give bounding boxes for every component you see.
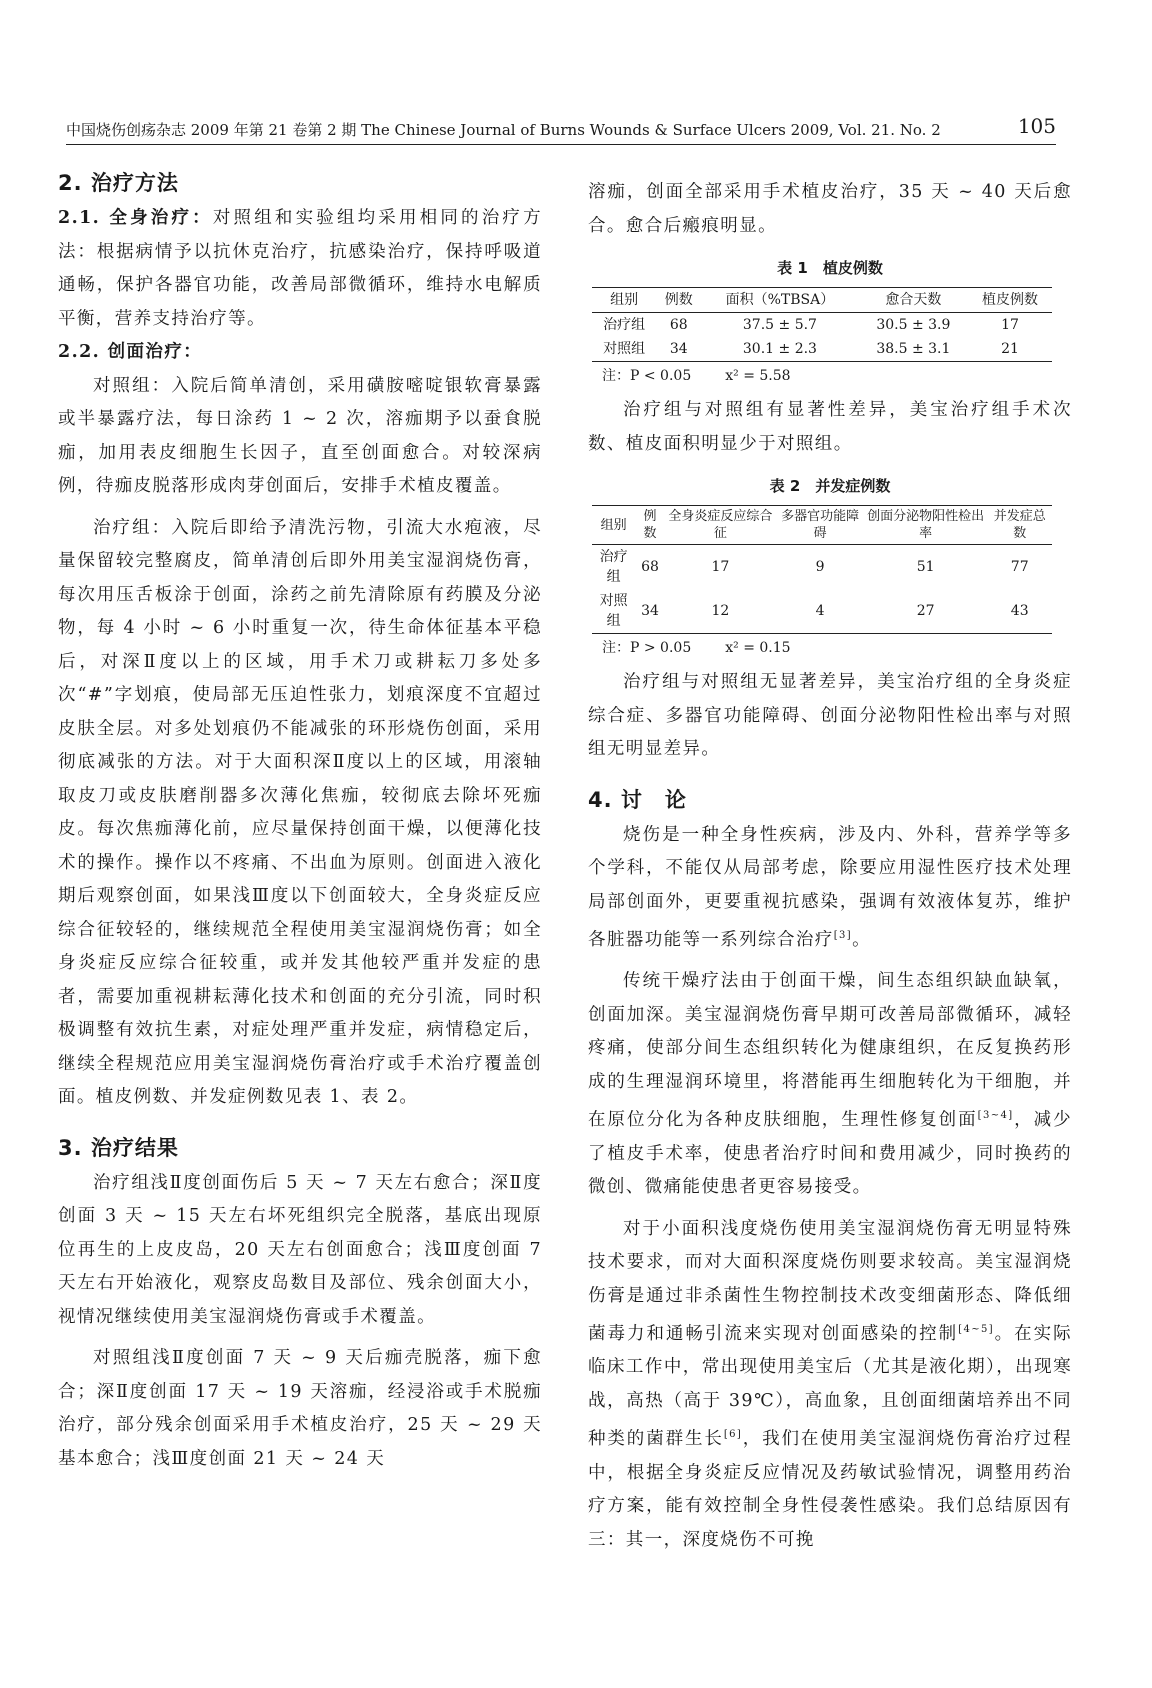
section-2-1-heading: 2.1. 全身治疗：	[58, 208, 213, 228]
page-number: 105	[1017, 114, 1056, 138]
table-2-header: 并发症总数	[993, 509, 1046, 541]
citation: [3]	[833, 930, 853, 941]
paragraph-discussion-2	[588, 965, 1072, 1204]
table-cell: 治疗组	[599, 549, 628, 585]
citation: [4~5]	[958, 1324, 995, 1336]
paragraph-treatment-group: 治疗组：入院后即给予清洗污物，引流大水疱液，尽量保留较完整腐皮，简单清创后即外用美宝湿润烧伤膏，每次用压舌板涂于创面，涂药之前先清除原有药膜及分泌物，每 4 小时 ~ 6 小时重复一次，待生命体征基本平稳后，对深Ⅱ度以上的区域，用手术刀或耕耘刀多处多次“#”字划痕，使局部无压迫性张力，划痕深度不宜超过皮肤全层。对多处划痕仍不能减张的环形烧伤创面，采用彻底减张的方法。对于大面积深Ⅱ度以上的区域，用滚轴取皮刀或皮肤磨削器多次薄化焦痂，较彻底去除坏死痂皮。每次焦痂薄化前，应尽量保持创面干燥，以便薄化技术的操作。操作以不疼痛、不出血为原则。创面进入液化期后观察创面，如果浅Ⅲ度以下创面较大，全身炎症反应综合征较轻的，继续规范全程使用美宝湿润烧伤膏；如全身炎症反应综合征较重，或并发其他较严重并发症的患者，需要加重视耕耘薄化技术和创面的充分引流，同时积极调整有效抗生素，对症处理严重并发症，病情稳定后，继续全程规范应用美宝湿润烧伤膏治疗或手术治疗覆盖创面。植皮例数、并发症例数见表 1、表 2。	[58, 517, 542, 1107]
table-2-header: 例数	[643, 509, 657, 541]
table-cell: 43	[1010, 603, 1029, 619]
table-row	[592, 313, 1052, 338]
table-cell: 34	[641, 603, 659, 619]
table-1-note-p: 注：P < 0.05	[602, 368, 692, 384]
table-cell: 37.5 ± 5.7	[742, 317, 817, 333]
section-2-2-heading: 2.2. 创面治疗：	[58, 342, 203, 362]
table-row	[592, 545, 1052, 590]
running-head: 中国烧伤创疡杂志 2009 年第 21 卷第 2 期 The Chinese Journal of Burns Wounds & Surface Ulcers 2009, Vol. 21. No. 2	[66, 121, 941, 139]
table-2-header: 创面分泌物阳性检出率	[867, 509, 985, 541]
table-2-header: 全身炎症反应综合征	[668, 509, 773, 541]
paragraph-control-group: 对照组：入院后简单清创，采用磺胺嘧啶银软膏暴露或半暴露疗法，每日涂药 1 ~ 2 次，溶痂期予以蚕食脱痂，加用表皮细胞生长因子，直至创面愈合。对较深病例，待痂皮脱落形成肉芽创面后，安排手术植皮覆盖。	[58, 375, 542, 496]
table-cell: 12	[711, 603, 730, 619]
table-cell: 30.1 ± 2.3	[742, 341, 817, 357]
table-1-caption: 表 1 植皮例数	[777, 259, 883, 277]
table-1-header: 面积（%TBSA）	[725, 292, 835, 308]
discussion-2-text-b: ，减少了植皮手术率，使患者治疗时间和费用减少，同时换药的微创、微痛能使患者更容易接受。	[588, 1110, 1073, 1198]
table-cell: 38.5 ± 3.1	[876, 341, 951, 357]
table-row	[592, 337, 1052, 362]
citation: [3~4]	[977, 1110, 1014, 1122]
table-cell: 4	[815, 603, 825, 619]
discussion-2-text-a: 传统干燥疗法由于创面干燥，间生态组织缺血缺氧，创面加深。美宝湿润烧伤膏早期可改善局部微循环，减轻疼痛，使部分间生态组织转化为健康组织，在反复换药形成的生理湿润环境里，将潜能再生细胞转化为干细胞，并在原位分化为各种皮肤细胞，生理性修复创面	[588, 971, 1072, 1131]
table-cell: 51	[916, 559, 935, 575]
table-cell: 77	[1010, 559, 1029, 575]
table-2-note-p: 注：P > 0.05	[602, 640, 692, 656]
table-cell: 27	[916, 603, 935, 619]
table-cell: 21	[1001, 341, 1019, 357]
table-cell: 68	[669, 317, 688, 333]
paragraph-results-treatment: 治疗组浅Ⅱ度创面伤后 5 天 ~ 7 天左右愈合；深Ⅱ度创面 3 天 ~ 15 天左右坏死组织完全脱落，基底出现原位再生的上皮皮岛，20 天左右创面愈合；浅Ⅲ度创面 7 天左右开始液化，观察皮岛数目及部位、残余创面大小，视情况继续使用美宝湿润烧伤膏或手术覆盖。	[58, 1172, 542, 1327]
paragraph-results-control: 对照组浅Ⅱ度创面 7 天 ~ 9 天后痂壳脱落，痂下愈合；深Ⅱ度创面 17 天 ~ 19 天溶痂，经浸浴或手术脱痂治疗，部分残余创面采用手术植皮治疗，25 天 ~ 29 天基本愈合；浅Ⅲ度创面 21 天 ~ 24 天	[58, 1348, 542, 1469]
table-2-caption: 表 2 并发症例数	[769, 477, 891, 495]
table-cell: 治疗组	[603, 317, 646, 333]
table-row	[592, 589, 1052, 634]
table-cell: 17	[711, 559, 730, 575]
table-1-note	[602, 364, 1072, 388]
discussion-3-text-c: ，我们在使用美宝湿润烧伤膏治疗过程中，根据全身炎症反应情况及药敏试验情况，调整用药治疗方案，能有效控制全身性侵袭性感染。我们总结原因有三：其一，深度烧伤不可挽	[588, 1429, 1072, 1550]
right-column	[588, 176, 1072, 1557]
table-2-header: 多器官功能障碍	[781, 509, 860, 541]
table-1-header: 植皮例数	[982, 292, 1038, 308]
table-cell: 对照组	[599, 593, 628, 629]
paragraph-continued: 溶痂，创面全部采用手术植皮治疗，35 天 ~ 40 天后愈合。愈合后瘢痕明显。	[588, 182, 1072, 236]
table-1-header: 例数	[664, 292, 693, 308]
table-cell: 17	[1001, 317, 1019, 333]
discussion-1-text: 烧伤是一种全身性疾病，涉及内、外科，营养学等多个学科，不能仅从局部考虑，除要应用湿性医疗技术处理局部创面外，更要重视抗感染，强调有效液体复苏，维护各脏器功能等一系列综合治疗	[588, 824, 1072, 950]
table-1-header: 组别	[610, 292, 639, 308]
running-header	[66, 114, 1056, 145]
table-1-note-x: x² = 5.58	[725, 368, 791, 384]
table-cell: 30.5 ± 3.9	[876, 317, 951, 333]
table-1-header: 愈合天数	[885, 292, 942, 308]
paragraph-table-1-result: 治疗组与对照组有显著性差异，美宝治疗组手术次数、植皮面积明显少于对照组。	[588, 400, 1072, 454]
section-4-title: 4. 讨 论	[588, 787, 687, 812]
table-cell: 68	[641, 559, 659, 575]
citation: [6]	[723, 1429, 743, 1441]
table-cell: 34	[669, 341, 688, 357]
table-cell: 9	[815, 559, 825, 575]
table-cell: 对照组	[603, 341, 646, 357]
paragraph-table-2-result: 治疗组与对照组无显著差异，美宝治疗组的全身炎症综合症、多器官功能障碍、创面分泌物阳性检出率与对照组无明显差异。	[588, 672, 1072, 759]
paragraph-discussion-1	[588, 819, 1072, 958]
table-2	[592, 505, 1052, 634]
discussion-3-text-a: 对于小面积浅度烧伤使用美宝湿润烧伤膏无明显特殊技术要求，而对大面积深度烧伤则要求较高。美宝湿润烧伤膏是通过非杀菌性生物控制技术改变细菌形态、降低细菌毒力和通畅引流来实现对创面感染的控制	[588, 1218, 1072, 1344]
discussion-1-end: 。	[852, 929, 871, 950]
table-2-header: 组别	[600, 517, 627, 533]
section-2-1-text: 对照组和实验组均采用相同的治疗方法：根据病情予以抗休克治疗，抗感染治疗，保持呼吸道通畅，保护各器官功能，改善局部微循环，维持水电解质平衡，营养支持治疗等。	[58, 208, 542, 329]
left-column	[58, 168, 542, 1476]
table-1	[592, 287, 1052, 362]
table-2-note	[602, 636, 1072, 660]
section-3-title: 3. 治疗结果	[58, 1135, 179, 1160]
discussion-3-text-b: 。在实际临床工作中，常出现使用美宝后（尤其是液化期），出现寒战，高热（高于 39℃），高血象，且创面细菌培养出不同种类的菌群生长	[588, 1323, 1072, 1450]
table-2-note-x: x² = 0.15	[725, 640, 791, 656]
section-2-title: 2. 治疗方法	[58, 171, 179, 195]
paragraph-discussion-3	[588, 1213, 1072, 1558]
section-2-1	[58, 202, 542, 336]
